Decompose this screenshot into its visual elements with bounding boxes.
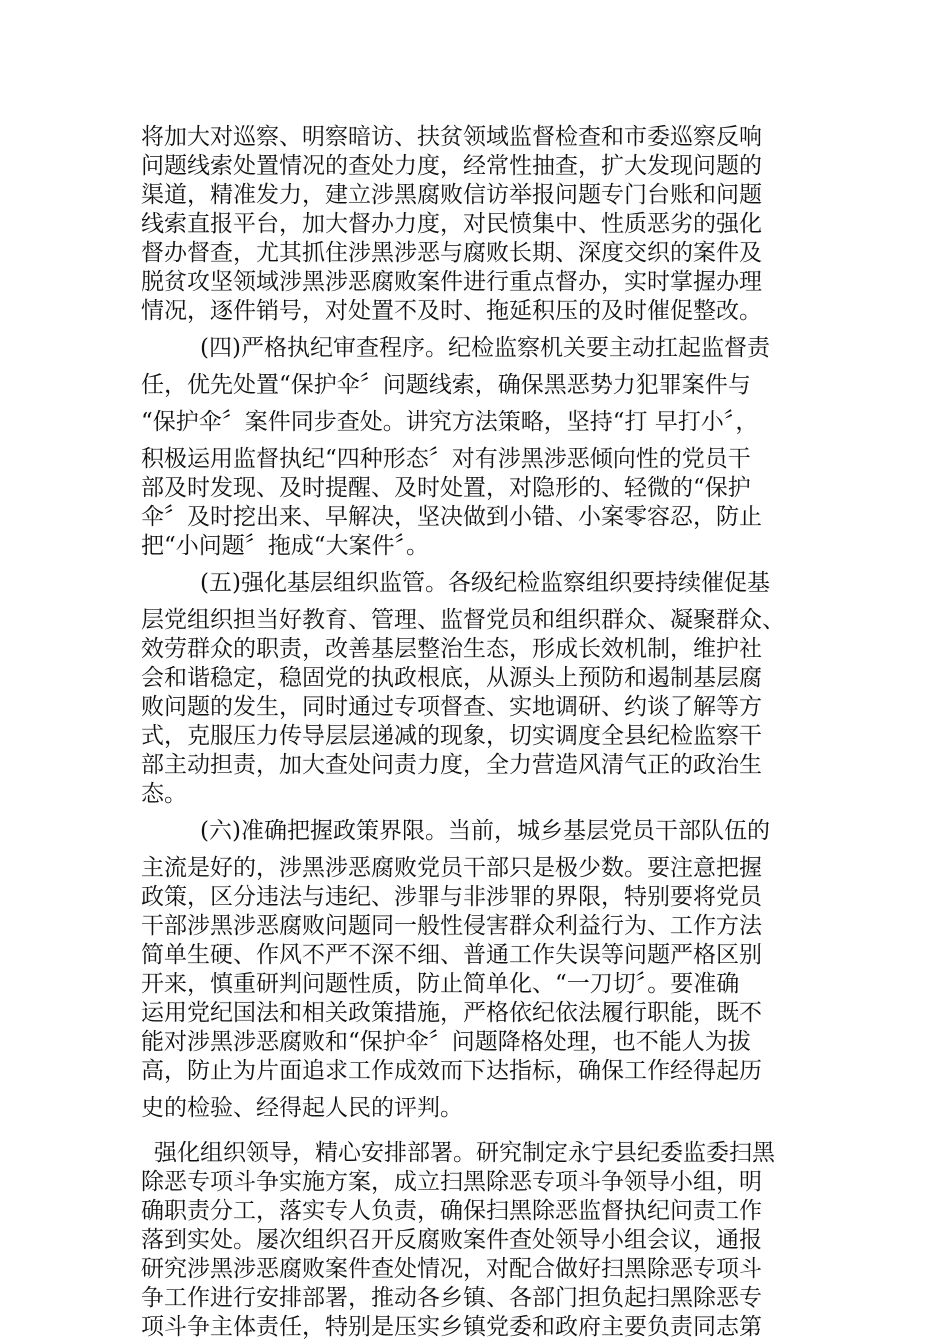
- text-line: 层党组织担当好教育、管理、监督党员和组织群众、凝聚群众、: [141, 607, 785, 633]
- text-line: 研究涉黑涉恶腐败案件查处情况，对配合做好扫黑除恶专项斗: [141, 1256, 762, 1282]
- text-line: 落到实处。屡次组织召开反腐败案件查处领导小组会议，通报: [141, 1227, 762, 1253]
- text-line: 态。: [141, 781, 187, 807]
- text-line: 运用党纪国法和相关政策措施，严格依纪依法履行职能，既不: [141, 1000, 762, 1026]
- text-line: 除恶专项斗争实施方案，成立扫黑除恶专项斗争领导小组，明: [141, 1169, 762, 1195]
- text-line: 情况，逐件销号，对处置不及时、拖延积压的及时催促整改。: [141, 298, 762, 324]
- text-line: 会和谐稳定，稳固党的执政根底，从源头上预防和遏制基层腐: [141, 665, 762, 691]
- section-heading-6: (六)准确把握政策界限。当前，城乡基层党员干部队伍的: [200, 818, 770, 844]
- text-line: 政策，区分违法与违纪、涉罪与非涉罪的界限，特别要将党员: [141, 884, 762, 910]
- section-heading-5: (五)强化基层组织监管。各级纪检监察组织要持续催促基: [200, 570, 770, 596]
- text-line: 线索直报平台，加大督办力度，对民愤集中、性质恶劣的强化: [141, 211, 762, 237]
- text-line: 部及时发现、及时提醒、及时处置，对隐形的、轻微的“保护: [141, 475, 751, 501]
- text-line: 争工作进行安排部署，推动各乡镇、各部门担负起扫黑除恶专: [141, 1285, 762, 1311]
- text-line: 效劳群众的职责，改善基层整治生态，形成长效机制，维护社: [141, 636, 762, 662]
- text-line: 能对涉黑涉恶腐败和“保护伞〞问题降格处理，也不能人为拔: [141, 1029, 751, 1055]
- text-line: 败问题的发生，同时通过专项督查、实地调研、约谈了解等方: [141, 694, 762, 720]
- text-line: 高，防止为片面追求工作成效而下达指标，确保工作经得起历: [141, 1058, 762, 1084]
- text-line: 确职责分工，落实专人负责，确保扫黑除恶监督执纪问责工作: [141, 1198, 762, 1224]
- text-line: 简单生硬、作风不严不深不细、普通工作失误等问题严格区别: [141, 942, 762, 968]
- text-line: 积极运用监督执纪“四种形态〞对有涉黑涉恶倾向性的党员干: [141, 446, 751, 472]
- text-line: 将加大对巡察、明察暗访、扶贫领域监督检查和市委巡察反响: [141, 124, 762, 150]
- text-line: 项斗争主体责任，特别是压实乡镇党委和政府主要负责同志第: [141, 1314, 762, 1340]
- text-line: 把“小问题〞拖成“大案件〞。: [141, 533, 430, 559]
- text-line: 史的检验、经得起人民的评判。: [141, 1095, 463, 1121]
- text-line: 渠道，精准发力，建立涉黑腐败信访举报问题专门台账和问题: [141, 182, 762, 208]
- text-line: 干部涉黑涉恶腐败问题同一般性侵害群众利益行为、工作方法: [141, 913, 762, 939]
- text-line: 主流是好的，涉黑涉恶腐败党员干部只是极少数。要注意把握: [141, 855, 762, 881]
- text-line: 开来，慎重研判问题性质，防止简单化、“一刀切〞。要准确: [141, 971, 740, 997]
- paragraph-start: 强化组织领导，精心安排部署。研究制定永宁县纪委监委扫黑: [154, 1140, 775, 1166]
- text-line: 督办督查，尤其抓住涉黑涉恶与腐败长期、深度交织的案件及: [141, 240, 762, 266]
- section-heading-4: (四)严格执纪审查程序。纪检监察机关要主动扛起监督责: [200, 335, 770, 361]
- text-line: 伞〞及时挖出来、早解决，坚决做到小错、小案零容忍，防止: [141, 504, 762, 530]
- text-line: 部主动担责，加大查处问责力度，全力营造风清气正的政治生: [141, 752, 762, 778]
- text-line: “保护伞〞案件同步查处。讲究方法策略，坚持“打 早打小〞，: [141, 409, 759, 435]
- text-line: 脱贫攻坚领域涉黑涉恶腐败案件进行重点督办，实时掌握办理: [141, 269, 762, 295]
- text-line: 问题线索处置情况的查处力度，经常性抽查，扩大发现问题的: [141, 153, 762, 179]
- text-line: 任，优先处置“保护伞〞问题线索，确保黑恶势力犯罪案件与: [141, 372, 751, 398]
- text-line: 式，克服压力传导层层递减的现象，切实调度全县纪检监察干: [141, 723, 762, 749]
